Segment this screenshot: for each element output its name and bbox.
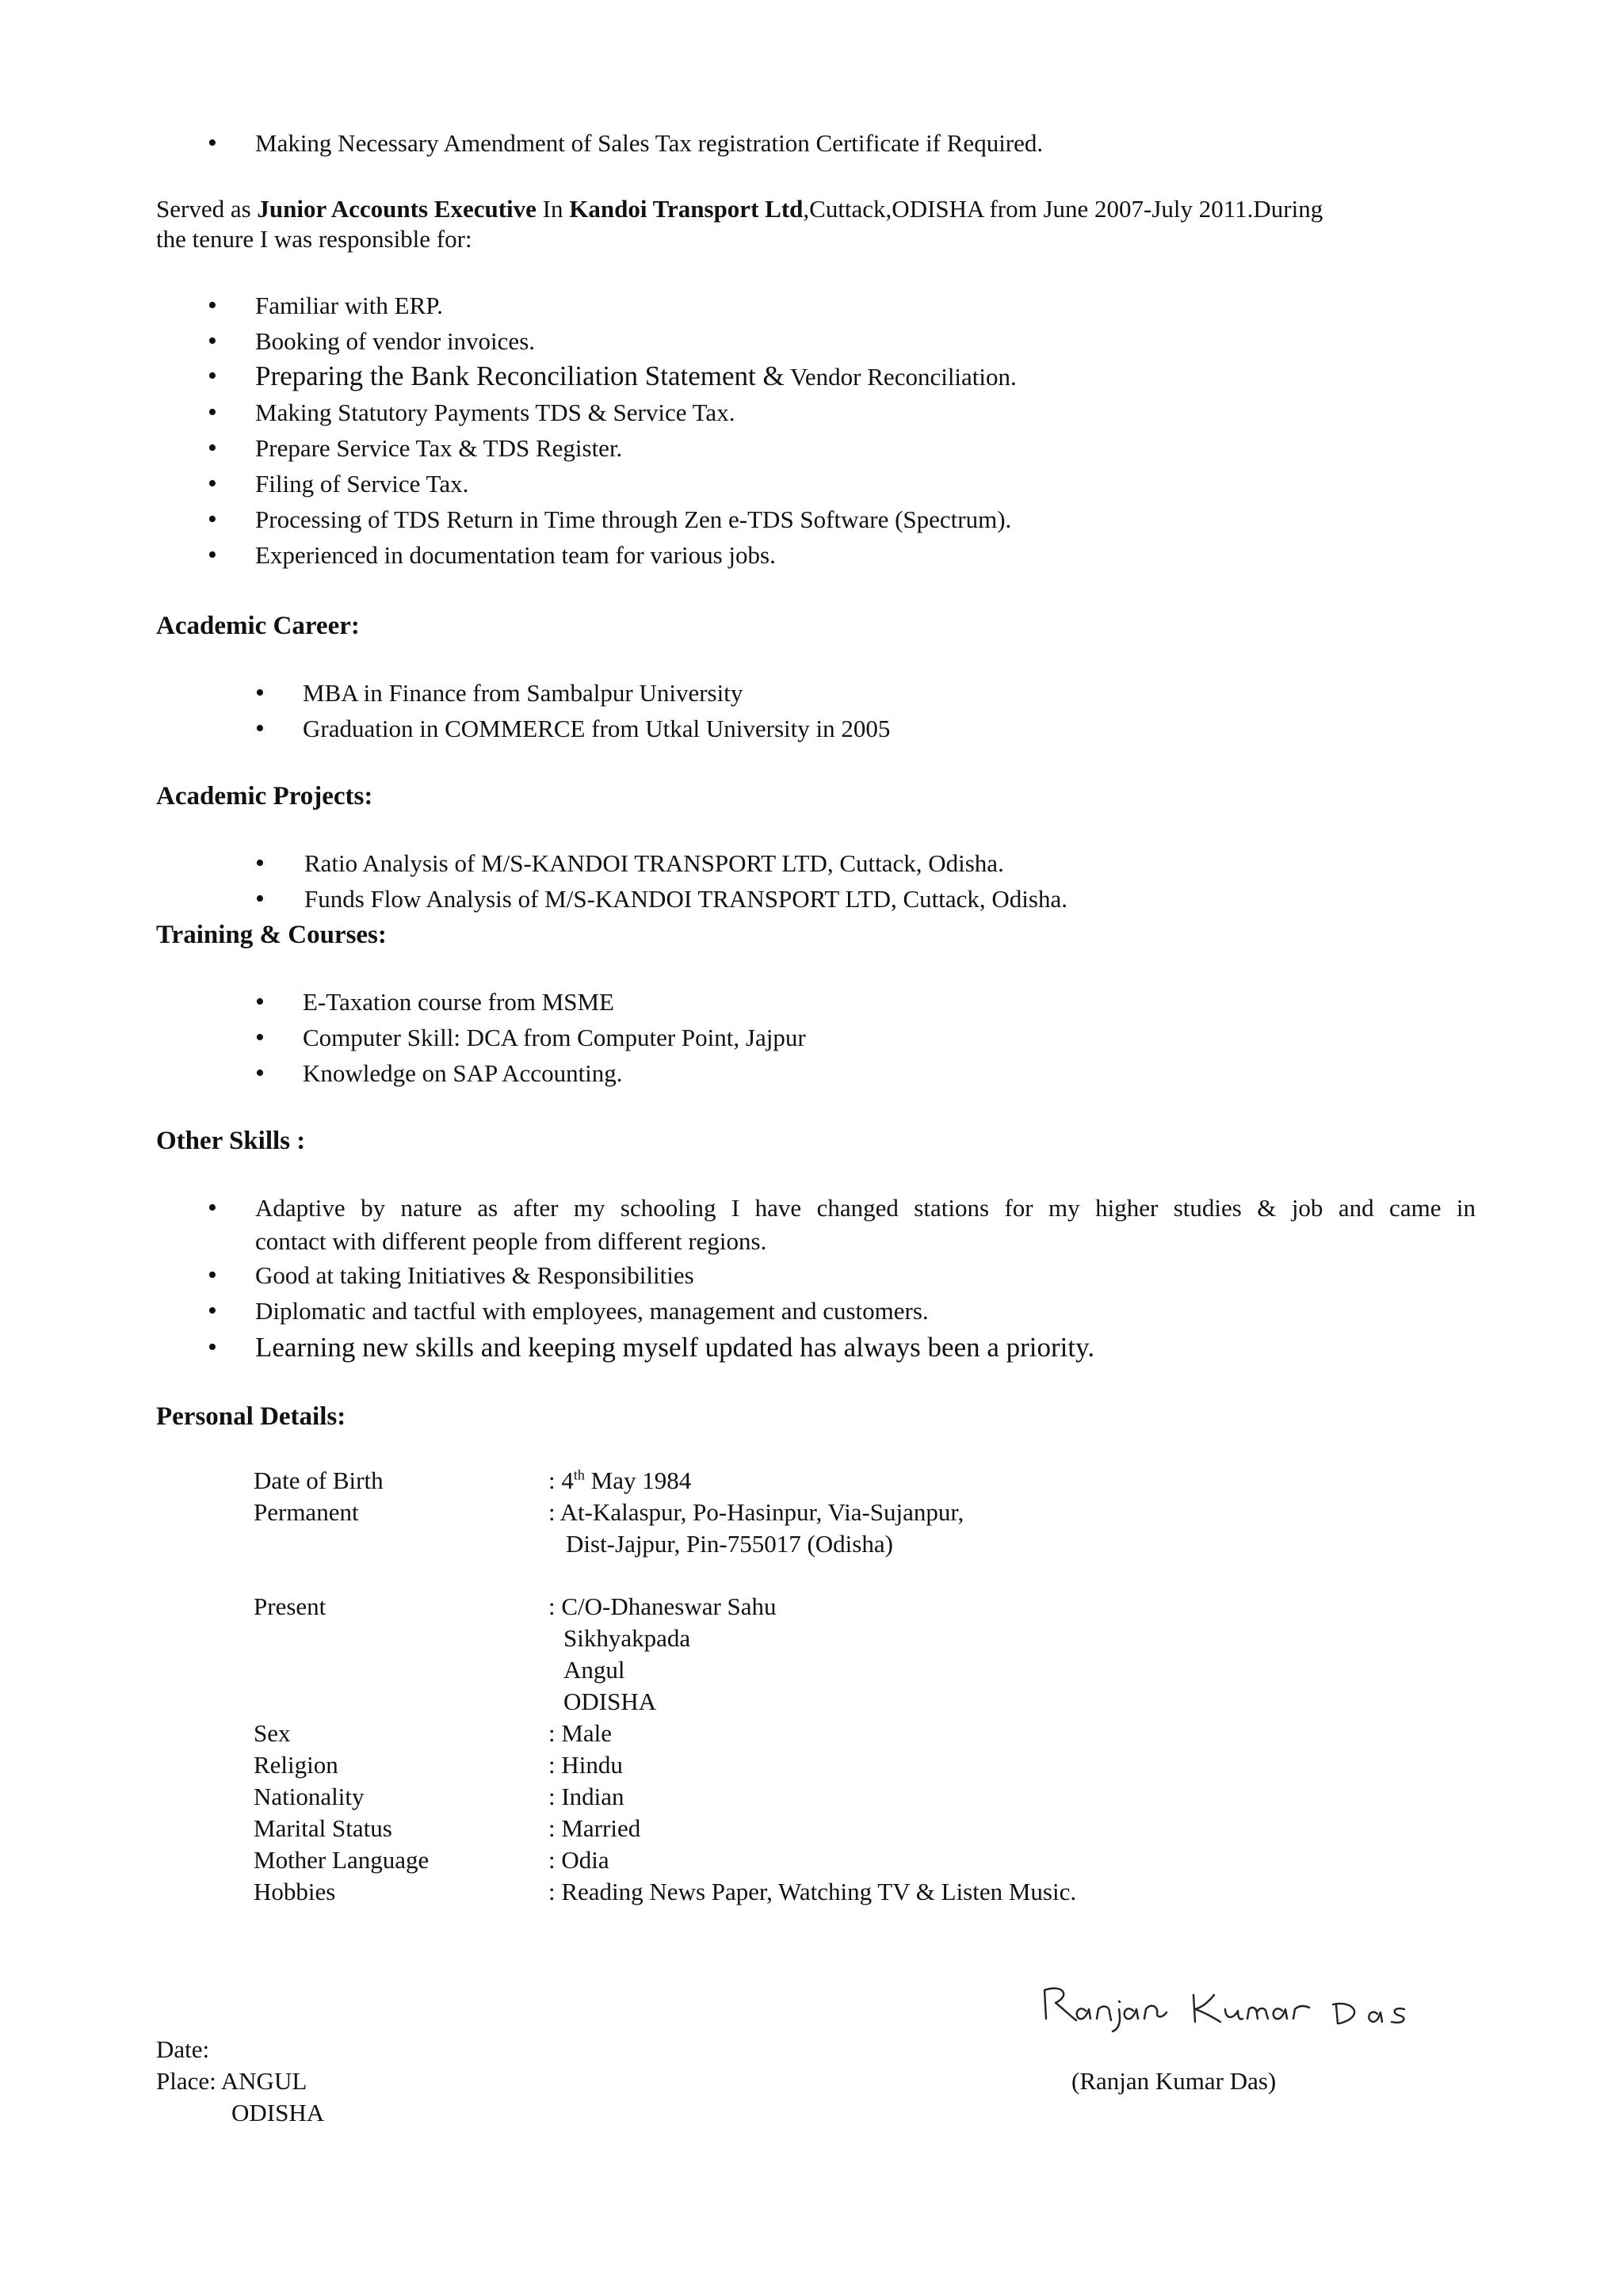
bullet: • (255, 678, 265, 707)
bullet: • (255, 714, 265, 743)
list-item-text: Diplomatic and tactful with employees, management and customers. (255, 1297, 929, 1325)
present-label: Present (254, 1592, 327, 1620)
dob-label: Date of Birth (254, 1466, 384, 1494)
bullet: • (208, 1261, 217, 1290)
list-item-text: Graduation in COMMERCE from Utkal University in 2005 (303, 715, 891, 742)
list-item-text: Processing of TDS Return in Time through Zen e-TDS Software (Spectrum). (255, 505, 1012, 533)
signatory-name: (Ranjan Kumar Das) (1071, 2067, 1277, 2095)
list-item-text: Good at taking Initiatives & Responsibilities (255, 1261, 694, 1289)
permanent-label: Permanent (254, 1498, 359, 1526)
bullet: • (255, 849, 265, 878)
religion-value: : Hindu (548, 1751, 623, 1779)
present-address-line4: ODISHA (563, 1688, 657, 1715)
hobbies-value: : Reading News Paper, Watching TV & Listen Music. (548, 1878, 1077, 1905)
dob-suffix: May 1984 (584, 1466, 692, 1494)
list-item-text: Knowledge on SAP Accounting. (303, 1059, 623, 1087)
permanent-address-line2: Dist-Jajpur, Pin-755017 (Odisha) (566, 1530, 893, 1558)
section-heading-academic-career: Academic Career: (156, 612, 360, 640)
list-item-text: Learning new skills and keeping myself updated has always been a priority. (255, 1332, 1095, 1363)
nationality-label: Nationality (254, 1783, 365, 1810)
bullet: • (208, 291, 217, 320)
list-item-text: Adaptive by nature as after my schooling I have changed stations for my higher studies & job and came in (255, 1194, 1476, 1222)
job-role: Junior Accounts Executive (257, 195, 537, 223)
permanent-address-line1: : At-Kalaspur, Po-Hasinpur, Via-Sujanpur, (548, 1498, 964, 1526)
marital-status-value: : Married (548, 1814, 641, 1842)
list-item-text: Prepare Service Tax & TDS Register. (255, 434, 623, 462)
bullet: • (208, 540, 217, 570)
bullet: • (208, 398, 217, 427)
section-heading-other-skills: Other Skills : (156, 1127, 306, 1155)
list-item-text: Making Necessary Amendment of Sales Tax registration Certificate if Required. (255, 129, 1044, 157)
present-address-line2: Sikhyakpada (563, 1624, 691, 1652)
dob-sup: th (573, 1466, 585, 1483)
bullet: • (208, 128, 217, 158)
list-item-text: Ratio Analysis of M/S-KANDOI TRANSPORT LTD, Cuttack, Odisha. (304, 849, 1004, 877)
list-item-text: Filing of Service Tax. (255, 470, 469, 498)
hobbies-label: Hobbies (254, 1878, 336, 1905)
bullet: • (208, 1193, 217, 1222)
mother-language-label: Mother Language (254, 1846, 430, 1874)
bullet: • (208, 1296, 217, 1325)
served-mid: In (536, 195, 570, 223)
nationality-value: : Indian (548, 1783, 624, 1810)
list-item-text: Computer Skill: DCA from Computer Point, Jajpur (303, 1024, 806, 1051)
served-suffix: ,Cuttack,ODISHA from June 2007-July 2011.During (803, 195, 1323, 223)
mother-language-value: : Odia (548, 1846, 609, 1874)
experience-paragraph (156, 193, 1323, 225)
dob-prefix: : 4 (548, 1466, 574, 1494)
bullet: • (208, 469, 217, 498)
list-item-text: E-Taxation course from MSME (303, 988, 614, 1016)
bullet: • (208, 433, 217, 463)
religion-label: Religion (254, 1751, 338, 1779)
bullet: • (208, 361, 217, 391)
section-heading-personal-details: Personal Details: (156, 1402, 346, 1431)
bullet: • (255, 987, 265, 1016)
bullet: • (208, 326, 217, 356)
date-label: Date: (156, 2035, 210, 2063)
list-item-text: MBA in Finance from Sambalpur University (303, 679, 743, 707)
section-heading-academic-projects: Academic Projects: (156, 782, 373, 810)
sex-label: Sex (254, 1719, 291, 1747)
list-item-text: Preparing the Bank Reconciliation Statement & (255, 360, 785, 391)
experience-paragraph-line2: the tenure I was responsible for: (156, 225, 472, 253)
bullet: • (255, 1058, 265, 1088)
present-address-line3: Angul (563, 1656, 625, 1684)
list-item-text: Experienced in documentation team for various jobs. (255, 541, 776, 569)
list-item-text: Booking of vendor invoices. (255, 327, 536, 355)
served-prefix: Served as (156, 195, 258, 223)
signature-image (1038, 1973, 1419, 2036)
list-item-text: Vendor Reconciliation. (789, 363, 1017, 391)
list-item-text-continued: contact with different people from different regions. (255, 1227, 767, 1255)
marital-status-label: Marital Status (254, 1814, 392, 1842)
dob-value (548, 1465, 691, 1497)
place-line2: ODISHA (231, 2099, 325, 2126)
present-address-line1: : C/O-Dhaneswar Sahu (548, 1592, 777, 1620)
bullet: • (208, 505, 217, 534)
company-name: Kandoi Transport Ltd (569, 195, 804, 223)
place-label: Place: ANGUL (156, 2067, 307, 2095)
list-item-text: Making Statutory Payments TDS & Service Tax. (255, 399, 735, 426)
list-item-text: Familiar with ERP. (255, 292, 443, 319)
sex-value: : Male (548, 1719, 613, 1747)
section-heading-training: Training & Courses: (156, 921, 387, 949)
bullet: • (208, 1333, 217, 1362)
bullet: • (255, 884, 265, 913)
bullet: • (255, 1023, 265, 1052)
list-item-text: Funds Flow Analysis of M/S-KANDOI TRANSPORT LTD, Cuttack, Odisha. (304, 885, 1067, 913)
